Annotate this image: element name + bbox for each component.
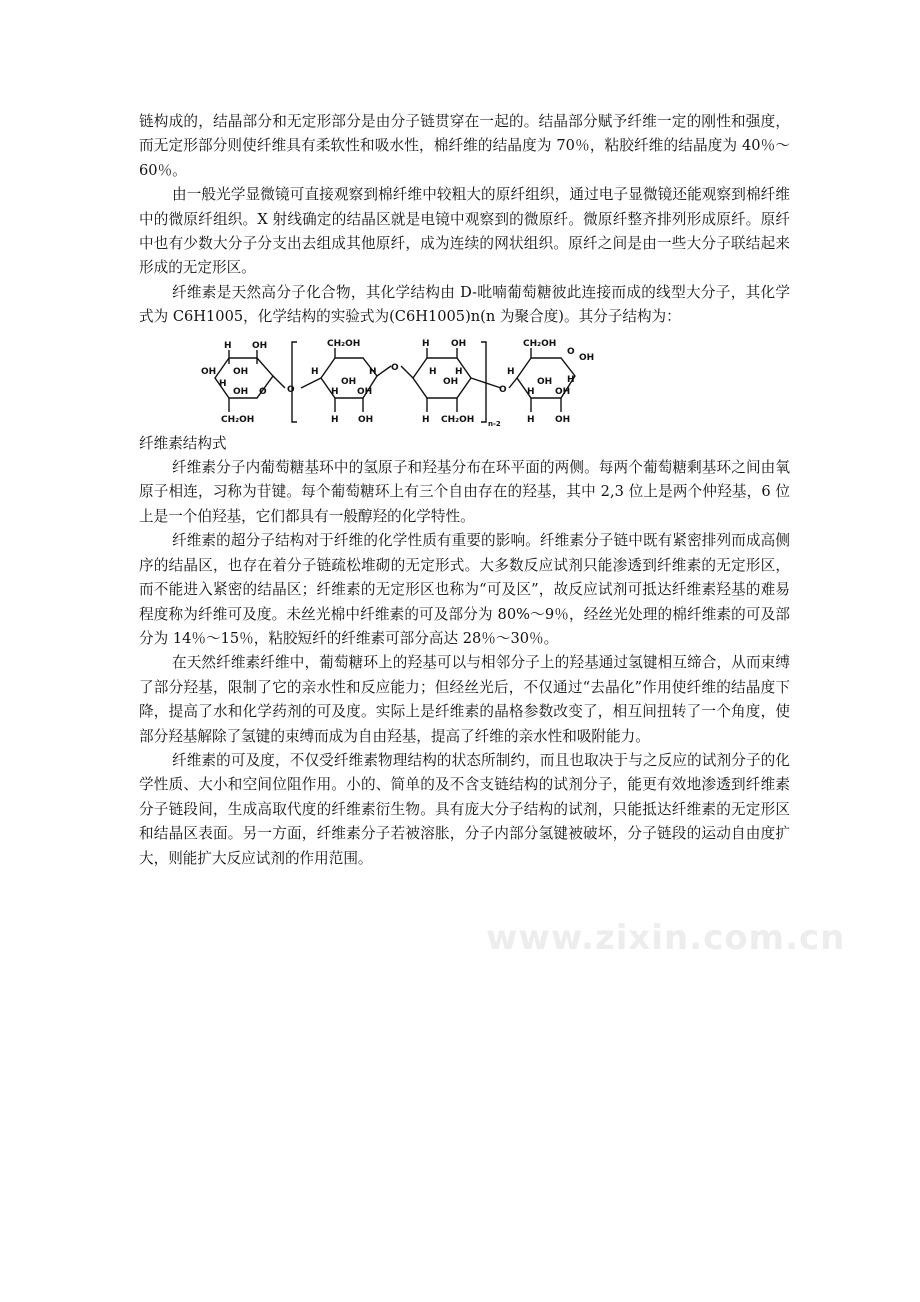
atom-label: OH [233, 386, 249, 397]
atom-label: OH [443, 376, 459, 387]
atom-label: CH₂OH [221, 414, 255, 425]
paragraph-2: 由一般光学显微镜可直接观察到棉纤维中较粗大的原纤组织，通过电子显微镜还能观察到棉纤维中的微原纤组织。X 射线确定的结晶区就是电镜中观察到的微原纤。微原纤整齐排列形成原纤。原纤中也有少数大分子分支出去组成其他原纤，成为连续的网状组织。原纤之间是由一些大分子联结起来形成的无定形区。 [139, 186, 790, 277]
paragraph-3: 纤维素是天然高分子化合物，其化学结构由 D-吡喃葡萄糖彼此连接而成的线型大分子，其化学式为 C6H1005，化学结构的实验式为(C6H1005)n(n 为聚合度)。其分子结构为： [139, 283, 790, 326]
ring-3-bond [401, 366, 413, 378]
atom-label: OH [579, 352, 595, 363]
atom-label: OH [451, 338, 467, 349]
atom-label: OH [341, 376, 357, 387]
bracket-left [292, 342, 297, 422]
atom-label: H [422, 338, 430, 349]
atom-label: O [259, 386, 267, 397]
structure-svg [201, 336, 641, 430]
atom-label: CH₂OH [327, 338, 361, 349]
atom-label: OH [537, 376, 553, 387]
atom-label: OH [357, 386, 373, 397]
cellulose-structure-diagram [201, 336, 641, 430]
atom-label: CH₂OH [523, 338, 557, 349]
paragraph-5: 纤维素的超分子结构对于纤维的化学性质有重要的影响。纤维素分子链中既有紧密排列而成高侧序的结晶区，也存在着分子链疏松堆砌的无定形式。大多数反应试剂只能渗透到纤维素的无定形区，而不能进入紧密的结晶区；纤维素的无定形区也称为“可及区”，故反应试剂可抵达纤维素羟基的难易程度称为纤维可及度。未丝光棉中纤维素的可及部分为 80%～9％，经丝光处理的棉纤维素的可及部分为 14％～15％，粘胶短纤的纤维素可部分高达 28％～30％。 [139, 532, 790, 647]
atom-label: H [429, 366, 437, 377]
atom-label: H [527, 414, 535, 425]
atom-label: H [331, 414, 339, 425]
atom-label: H [527, 386, 535, 397]
atom-label: H [455, 366, 463, 377]
atom-label: OH [233, 366, 249, 377]
document-body [139, 110, 790, 871]
atom-label: H [311, 366, 319, 377]
atom-label: H [507, 366, 515, 377]
paragraph-1: 链构成的，结晶部分和无定形部分是由分子链贯穿在一起的。结晶部分赋予纤维一定的刚性和强度，而无定形部分则使纤维具有柔软性和吸水性，棉纤维的结晶度为 70％，粘胶纤维的结晶度为 40％～60％。 [139, 113, 790, 179]
atom-label: OH [201, 366, 217, 377]
ring-2-bond [301, 378, 321, 388]
paragraph-6: 在天然纤维素纤维中，葡萄糖环上的羟基可以与相邻分子上的羟基通过氢键相互缔合，从而束缚了部分羟基，限制了它的亲水性和反应能力；但经丝光后，不仅通过“去晶化”作用使纤维的结晶度下降，提高了水和化学药剂的可及度。实际上是纤维素的晶格参数改变了，相互间扭转了一个角度，使部分羟基解除了氢键的束缚而成为自由羟基，提高了纤维的亲水性和吸附能力。 [139, 654, 790, 745]
paragraph-4: 纤维素分子内葡萄糖基环中的氢原子和羟基分布在环平面的两侧。每两个葡萄糖剩基环之间由氧原子相连，习称为苷键。每个葡萄糖环上有三个自由存在的羟基，其中 2,3 位上是两个仲羟基，6 位上是一个伯羟基，它们都具有一般醇羟的化学特性。 [139, 459, 790, 525]
subscript-label: n-2 [488, 419, 501, 428]
watermark-text: www.zixin.com.cn [486, 918, 846, 958]
atom-label: O [499, 384, 507, 395]
atom-label: H [219, 378, 227, 389]
ring-1-bond [273, 376, 285, 388]
figure-caption: 纤维素结构式 [139, 434, 227, 452]
atom-label: CH₂OH [441, 414, 475, 425]
atom-label: O [287, 384, 295, 395]
atom-label: H [369, 366, 377, 377]
atom-label: H [422, 414, 430, 425]
atom-label: OH [358, 414, 374, 425]
atom-label: H [331, 386, 339, 397]
atom-label: H [224, 340, 232, 351]
atom-label: O [567, 346, 575, 357]
ring-3-bond [413, 358, 471, 398]
atom-label: O [391, 362, 399, 373]
atom-label: OH [252, 340, 268, 351]
atom-label: OH [555, 414, 571, 425]
paragraph-7: 纤维素的可及度，不仅受纤维素物理结构的状态所制约，而且也取决于与之反应的试剂分子的化学性质、大小和空间位阻作用。小的、简单的及不含支链结构的试剂分子，能更有效地渗透到纤维素分子链段间，生成高取代度的纤维素衍生物。具有庞大分子结构的试剂，只能抵达纤维素的无定形区和结晶区表面。另一方面，纤维素分子若被溶胀，分子内部分氢键被破坏，分子链段的运动自由度扩大，则能扩大反应试剂的作用范围。 [139, 751, 790, 867]
atom-label: H [567, 374, 575, 385]
atom-label: OH [555, 386, 571, 397]
ring-2-bond [377, 366, 391, 376]
ring-4-bond [509, 378, 517, 388]
